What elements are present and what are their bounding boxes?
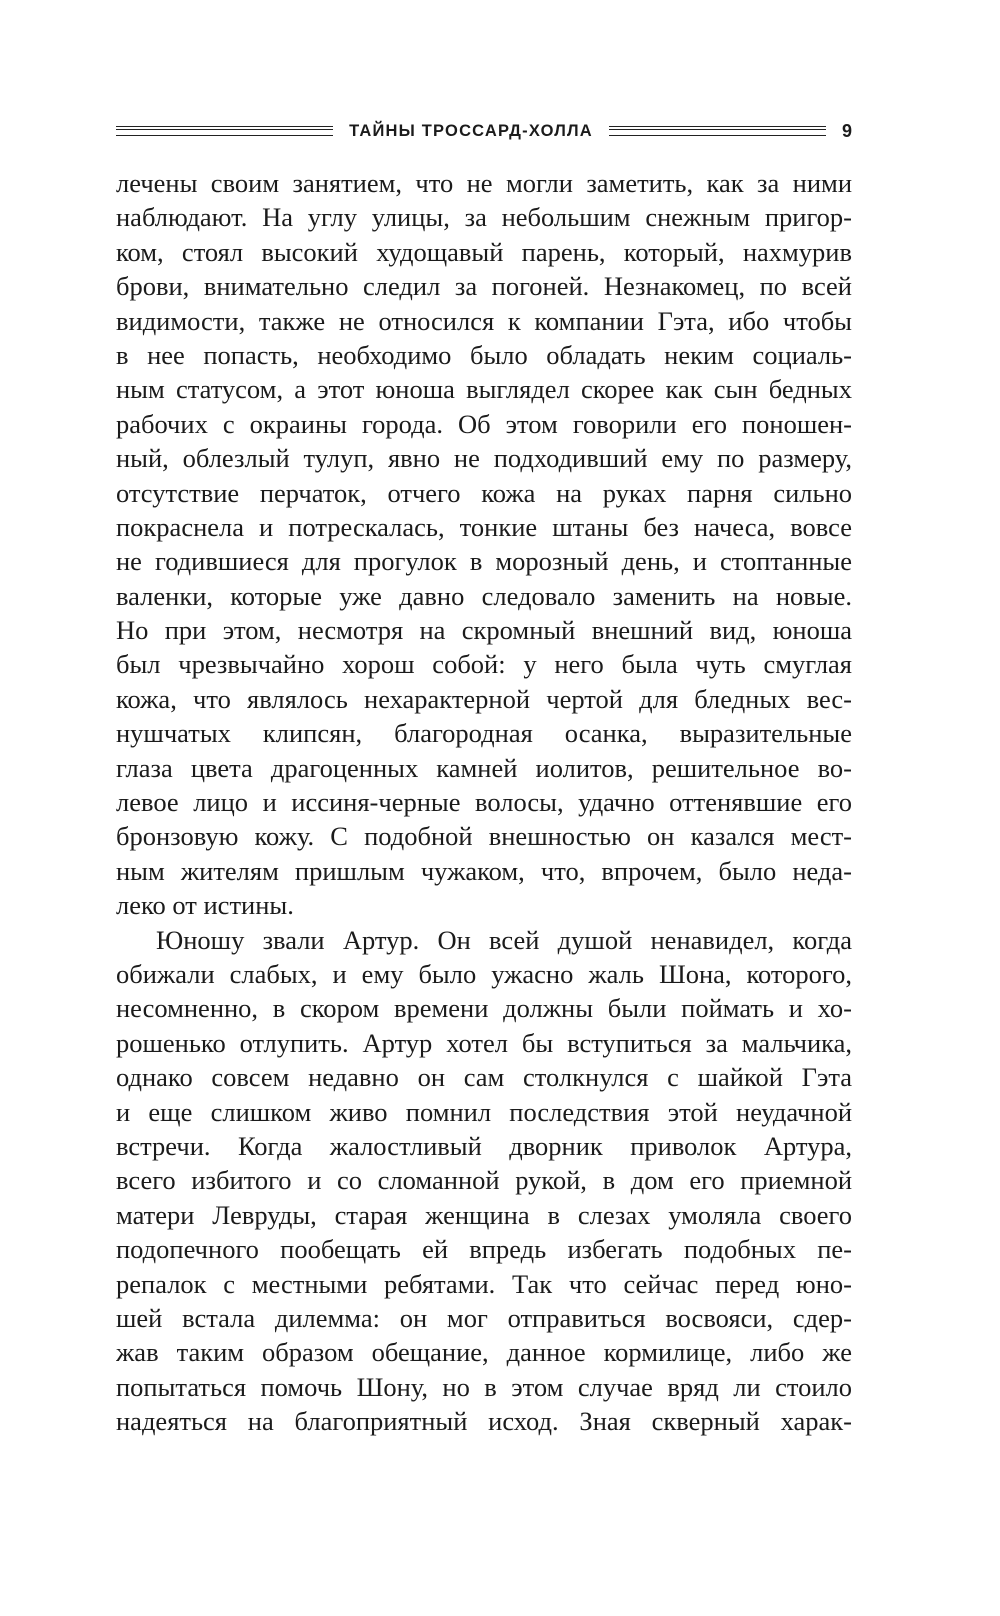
body-text [116, 166, 852, 1438]
text-line: в нее попасть, необходимо было обладать неким социаль- [116, 339, 852, 370]
text-line: попытаться помочь Шону, но в этом случае вряд ли стоило [116, 1371, 852, 1402]
text-line: подопечного пообещать ей впредь избегать подобных пе- [116, 1234, 852, 1265]
text-line: не годившиеся для прогулок в морозный день, и стоптанные [116, 546, 852, 577]
text-line: ным жителям пришлым чужаком, что, впрочем, было неда- [116, 855, 852, 886]
text-line: лечены своим занятием, что не могли заметить, как за ними [116, 168, 852, 198]
text-line: рабочих с окраины города. Об этом говорили его поношен- [116, 408, 852, 439]
text-line: Юношу звали Артур. Он всей душой ненавидел, когда [156, 924, 852, 955]
text-line: покраснела и потрескалась, тонкие штаны без начеса, вовсе [116, 511, 852, 542]
running-title: ТАЙНЫ ТРОССАРД-ХОЛЛА [349, 121, 593, 140]
text-line: видимости, также не относился к компании Гэта, ибо чтобы [116, 305, 852, 336]
text-line: надеяться на благоприятный исход. Зная скверный харак- [116, 1406, 852, 1437]
text-line: бронзовую кожу. С подобной внешностью он казался мест- [116, 821, 852, 852]
text-line: несомненно, в скором времени должны были поймать и хо- [116, 993, 852, 1024]
text-line: леко от истины. [116, 890, 294, 921]
text-line: рошенько отлупить. Артур хотел бы вступиться за мальчика, [116, 1027, 852, 1058]
text-line: кожа, что являлось нехарактерной чертой для бледных вес- [116, 683, 852, 714]
text-line: жав таким образом обещание, данное кормилице, либо же [116, 1337, 852, 1368]
text-line: валенки, которые уже давно следовало заменить на новые. [116, 580, 852, 611]
text-line: репалок с местными ребятами. Так что сейчас перед юно- [116, 1268, 852, 1299]
text-line: брови, внимательно следил за погоней. Незнакомец, по всей [116, 271, 852, 302]
text-line: шей встала дилемма: он мог отправиться восвояси, сдер- [116, 1302, 852, 1333]
text-line: глаза цвета драгоценных камней иолитов, решительное во- [116, 752, 852, 783]
text-line: и еще слишком живо помнил последствия этой неудачной [116, 1096, 852, 1127]
text-line: встречи. Когда жалостливый дворник приволок Артура, [116, 1130, 852, 1161]
text-line: однако совсем недавно он сам столкнулся с шайкой Гэта [116, 1062, 852, 1093]
text-line: ный, облезлый тулуп, явно не подходивший ему по размеру, [116, 443, 852, 474]
text-line: Но при этом, несмотря на скромный внешний вид, юноша [116, 615, 852, 646]
text-line: ным статусом, а этот юноша выглядел скорее как сын бедных [116, 374, 852, 405]
text-line: отсутствие перчаток, отчего кожа на руках парня сильно [116, 477, 852, 508]
header-rule-left [116, 126, 333, 136]
text-line: наблюдают. На углу улицы, за небольшим снежным пригор- [116, 202, 852, 233]
text-line: нушчатых клипсян, благородная осанка, выразительные [116, 718, 852, 749]
paragraph-1 [116, 166, 852, 923]
text-line: всего избитого и со сломанной рукой, в дом его приемной [116, 1165, 852, 1196]
paragraph-2 [116, 923, 852, 1439]
page-number: 9 [841, 120, 852, 141]
text-line: левое лицо и иссиня-черные волосы, удачно оттенявшие его [116, 787, 852, 818]
running-header [116, 116, 852, 146]
header-rule-right [609, 126, 826, 136]
text-line: обижали слабых, и ему было ужасно жаль Шона, которого, [116, 958, 852, 989]
text-line: был чрезвычайно хорош собой: у него была чуть смуглая [116, 649, 852, 680]
text-line: ком, стоял высокий худощавый парень, который, нахмурив [116, 236, 852, 267]
text-line: матери Левруды, старая женщина в слезах умоляла своего [116, 1199, 852, 1230]
